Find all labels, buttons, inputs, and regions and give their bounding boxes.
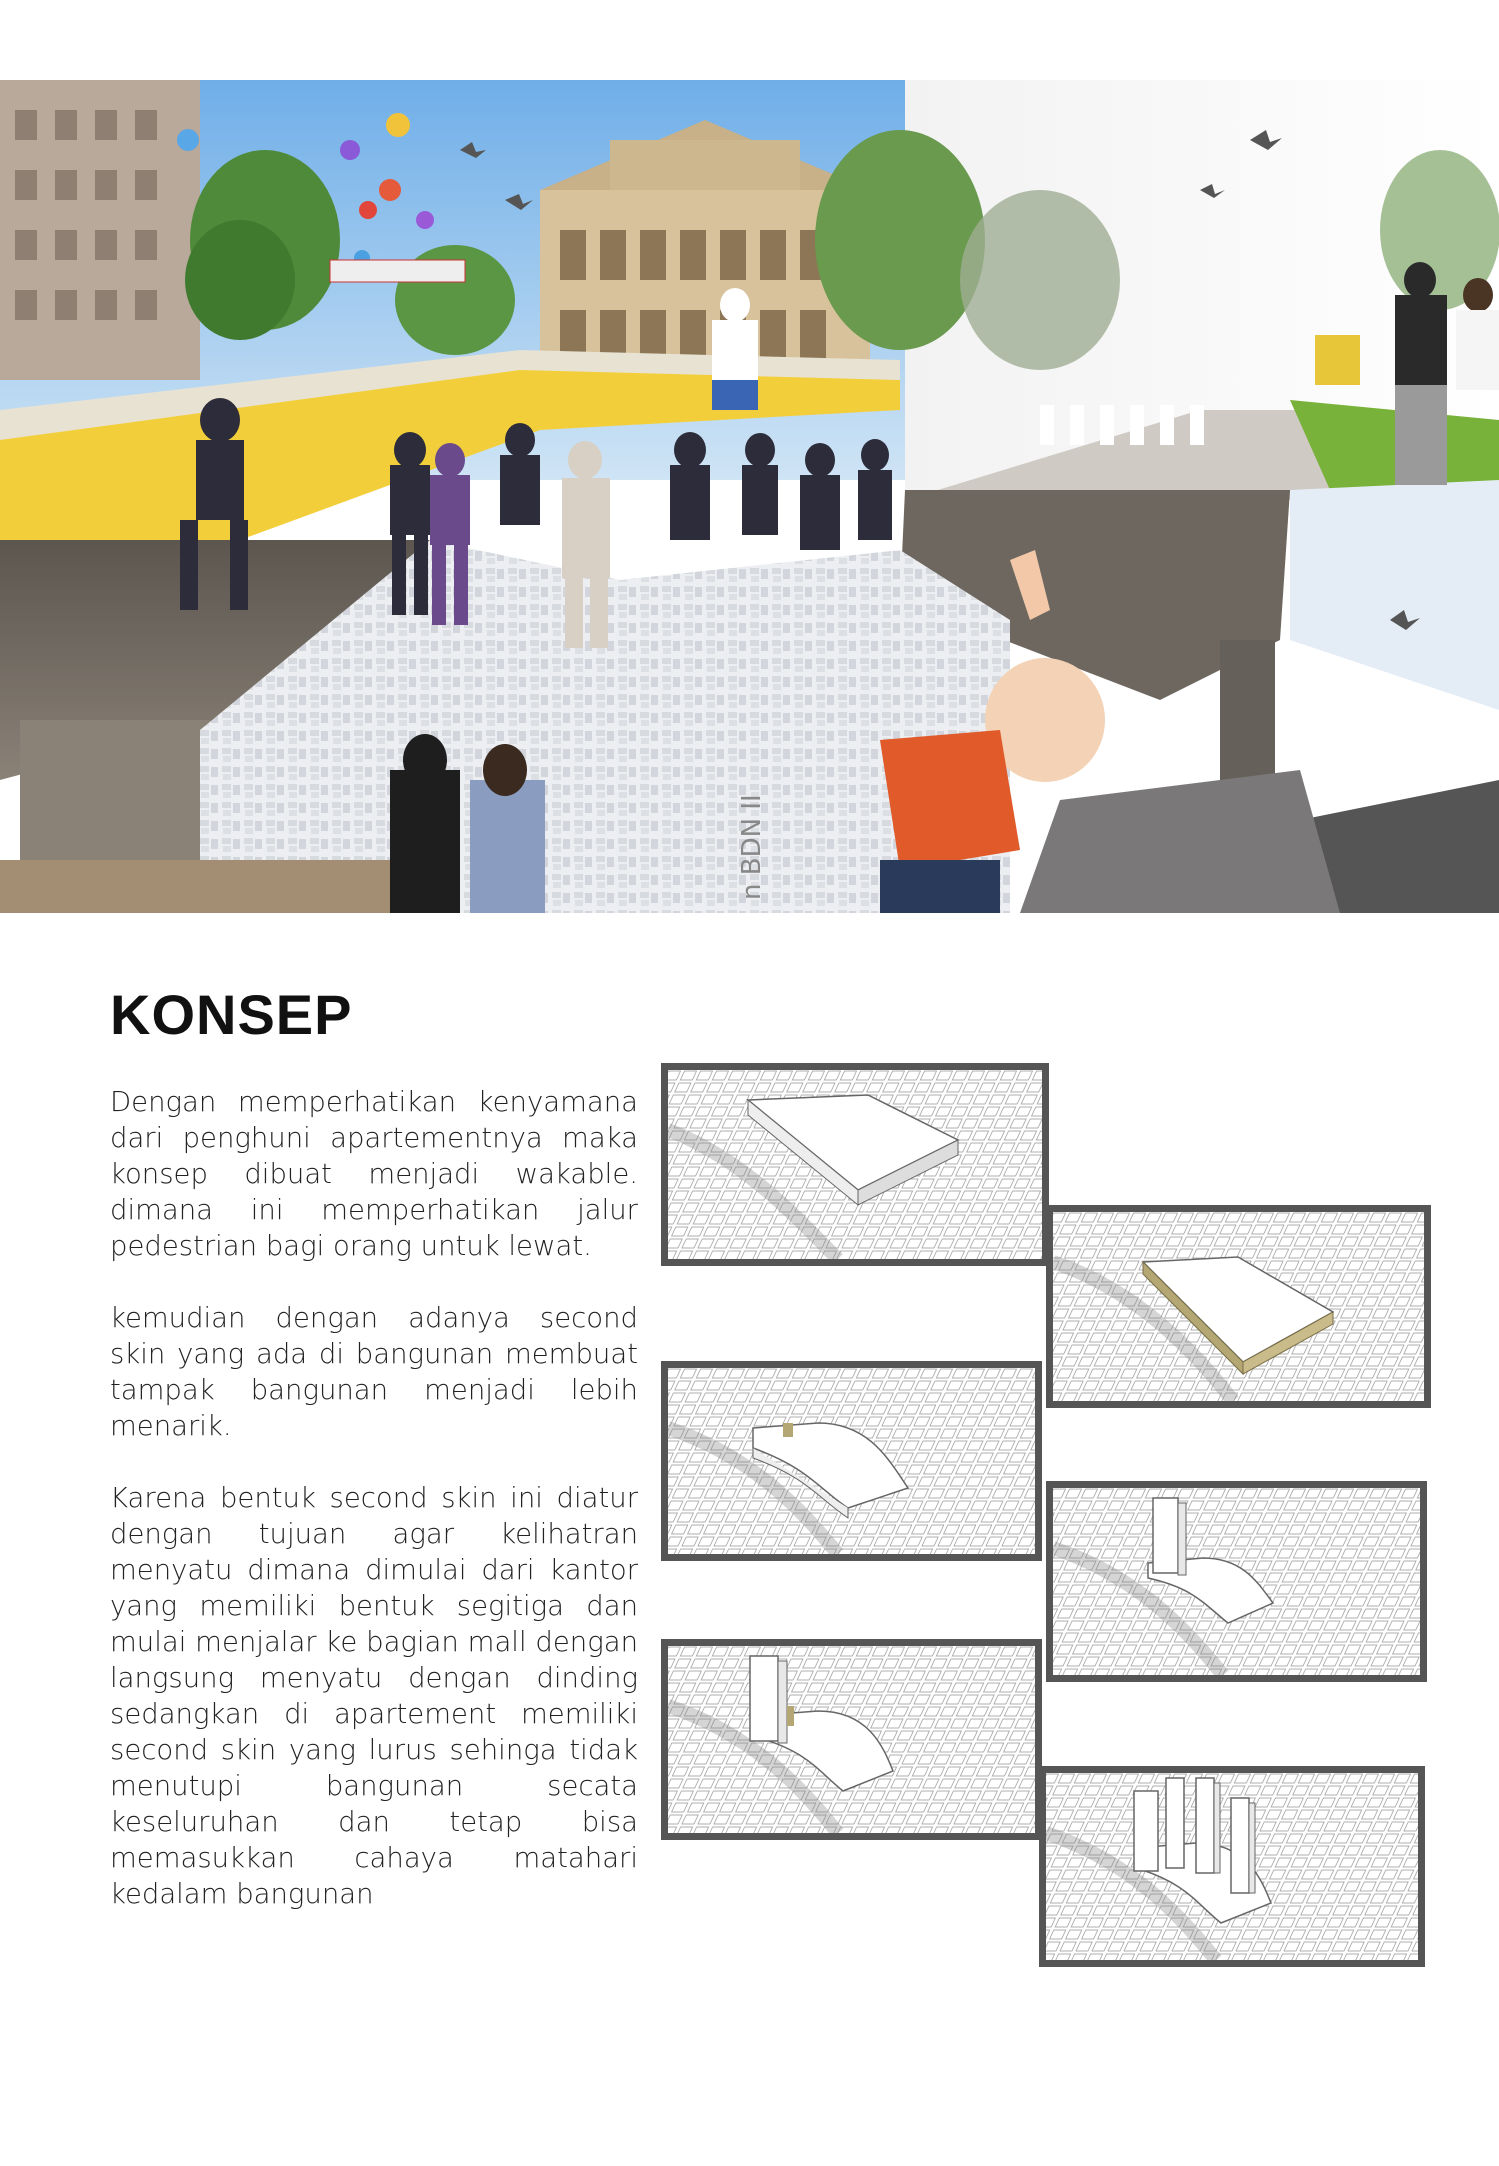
concept-paragraph-1: Dengan memperhatikan kenyamana dari penghuni apartementnya maka konsep dibuat menjadi wakable. dimana ini memperhatikan jalur pedestrian bagi orang untuk lewat. xyxy=(110,1086,638,1262)
section-title: KONSEP xyxy=(110,983,353,1046)
sketch-panel-4 xyxy=(1046,1481,1427,1682)
road xyxy=(1020,770,1340,913)
map-street-label: n BDN II xyxy=(737,794,767,900)
event-banner xyxy=(330,260,465,282)
sketch-panel-2 xyxy=(1046,1205,1431,1408)
sketch-panel-1 xyxy=(661,1063,1049,1266)
sketch-mall-skin xyxy=(668,1368,1035,1554)
concept-paragraph-3: Karena bentuk second skin ini diatur dengan tujuan agar kelihatran menyatu dimana dimulai dari kantor yang memiliki bentuk segitiga dan mulai menjalar ke bagian mall dengan langsung menyatu dengan dinding sedangkan di apartement memiliki second skin yang lurus sehinga tidak menutupi bangunan secata keseluruhan dan tetap bisa memasukkan cahaya matahari kedalam bangunan xyxy=(110,1482,638,1910)
concept-paragraph-2: kemudian dengan adanya second skin yang ada di bangunan membuat tampak bangunan menjadi lebih menarik. xyxy=(110,1302,638,1442)
sketch-panel-5 xyxy=(661,1639,1042,1840)
sketch-panel-3 xyxy=(661,1361,1042,1561)
sketch-tower-skin xyxy=(668,1646,1035,1833)
sketch-site-mass xyxy=(668,1070,1042,1259)
sketch-full-complex xyxy=(1046,1773,1418,1960)
collage-artwork xyxy=(0,80,1499,913)
sketch-panel-6 xyxy=(1039,1766,1425,1967)
sketch-office-tower xyxy=(1053,1488,1420,1675)
urban-collage-image xyxy=(0,80,1499,913)
sketch-second-skin-outline xyxy=(1053,1212,1424,1401)
